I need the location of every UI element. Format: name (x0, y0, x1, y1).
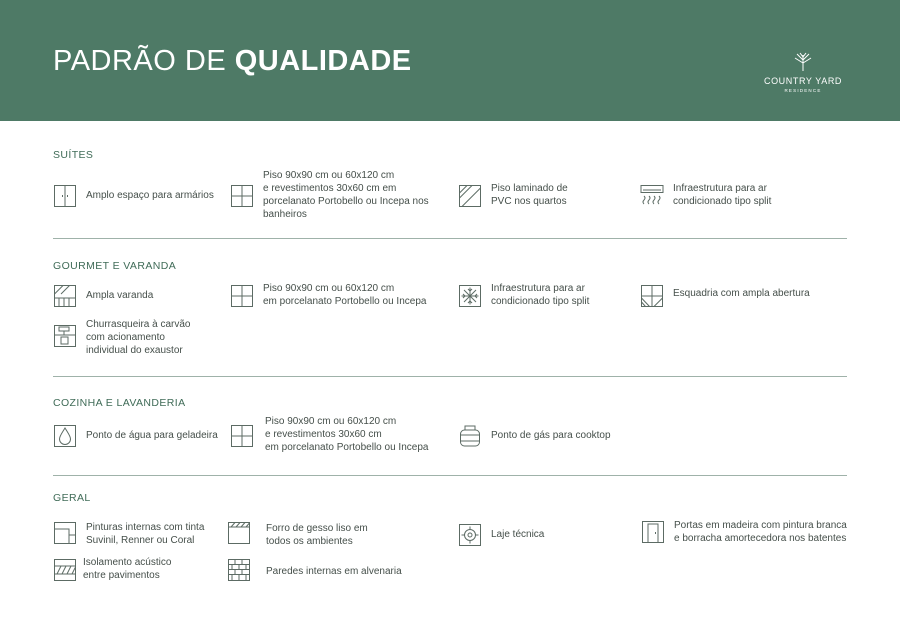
feature-label: Piso laminado de PVC nos quartos (491, 183, 568, 207)
section-divider (53, 475, 847, 476)
tree-logo-icon (792, 52, 814, 72)
gas-cylinder-icon (458, 424, 482, 448)
balcony-icon (53, 284, 77, 308)
brand-logo (758, 52, 848, 93)
feature-label: Pinturas internas com tinta Suvinil, Renner ou Coral (86, 522, 205, 546)
section-title-kitchen: COZINHA E LAVANDERIA (53, 397, 186, 409)
page-title (53, 45, 412, 78)
section-title-general: GERAL (53, 492, 91, 504)
feature-label: Infraestrutura para ar condicionado tipo split (491, 283, 590, 307)
section-divider (53, 376, 847, 377)
brand-subtitle: RESIDENCE (784, 88, 822, 93)
plaster-ceiling-icon (227, 521, 251, 545)
feature-label: Forro de gesso liso em todos os ambientes (266, 523, 368, 547)
section-title-suites: SUÍTES (53, 149, 94, 161)
brand-name: COUNTRY YARD (763, 76, 843, 86)
wardrobe-icon (53, 184, 77, 208)
barbecue-icon (53, 324, 77, 348)
snowflake-icon (458, 284, 482, 308)
title-bold: QUALIDADE (234, 45, 412, 77)
feature-label: Piso 90x90 cm ou 60x120 cm em porcelanato Portobello ou Incepa (263, 283, 427, 307)
feature-label: Isolamento acústico entre pavimentos (83, 557, 172, 581)
title-regular: PADRÃO DE (53, 45, 235, 77)
feature-label: Portas em madeira com pintura branca e borracha amortecedora nos batentes (674, 520, 847, 544)
feature-label: Amplo espaço para armários (86, 190, 214, 201)
door-icon (641, 520, 665, 544)
acoustic-insulation-icon (53, 558, 77, 582)
header-band (0, 0, 900, 121)
feature-label: Infraestrutura para ar condicionado tipo split (673, 183, 772, 207)
feature-label: Laje técnica (491, 529, 545, 540)
laminate-floor-icon (458, 184, 482, 208)
feature-label: Piso 90x90 cm ou 60x120 cm e revestimentos 30x60 cm em porcelanato Portobello ou Incepa nos banheiros (263, 170, 429, 220)
air-conditioner-icon (640, 184, 664, 208)
feature-label: Churrasqueira à carvão com acionamento individual do exaustor (86, 319, 191, 356)
water-drop-icon (53, 424, 77, 448)
tile-icon (230, 184, 254, 208)
feature-label: Paredes internas em alvenaria (266, 566, 402, 577)
technical-slab-icon (458, 523, 482, 547)
feature-label: Ponto de gás para cooktop (491, 430, 611, 441)
tile-icon (230, 424, 254, 448)
section-divider (53, 238, 847, 239)
feature-label: Esquadria com ampla abertura (673, 288, 810, 299)
brick-wall-icon (227, 558, 251, 582)
feature-label: Ponto de água para geladeira (86, 430, 218, 441)
tile-icon (230, 284, 254, 308)
section-title-gourmet: GOURMET E VARANDA (53, 260, 177, 272)
feature-label: Piso 90x90 cm ou 60x120 cm e revestimentos 30x60 cm em porcelanato Portobello ou Incepa (265, 416, 429, 453)
paint-wall-icon (53, 521, 77, 545)
window-frame-icon (640, 284, 664, 308)
feature-label: Ampla varanda (86, 290, 154, 301)
